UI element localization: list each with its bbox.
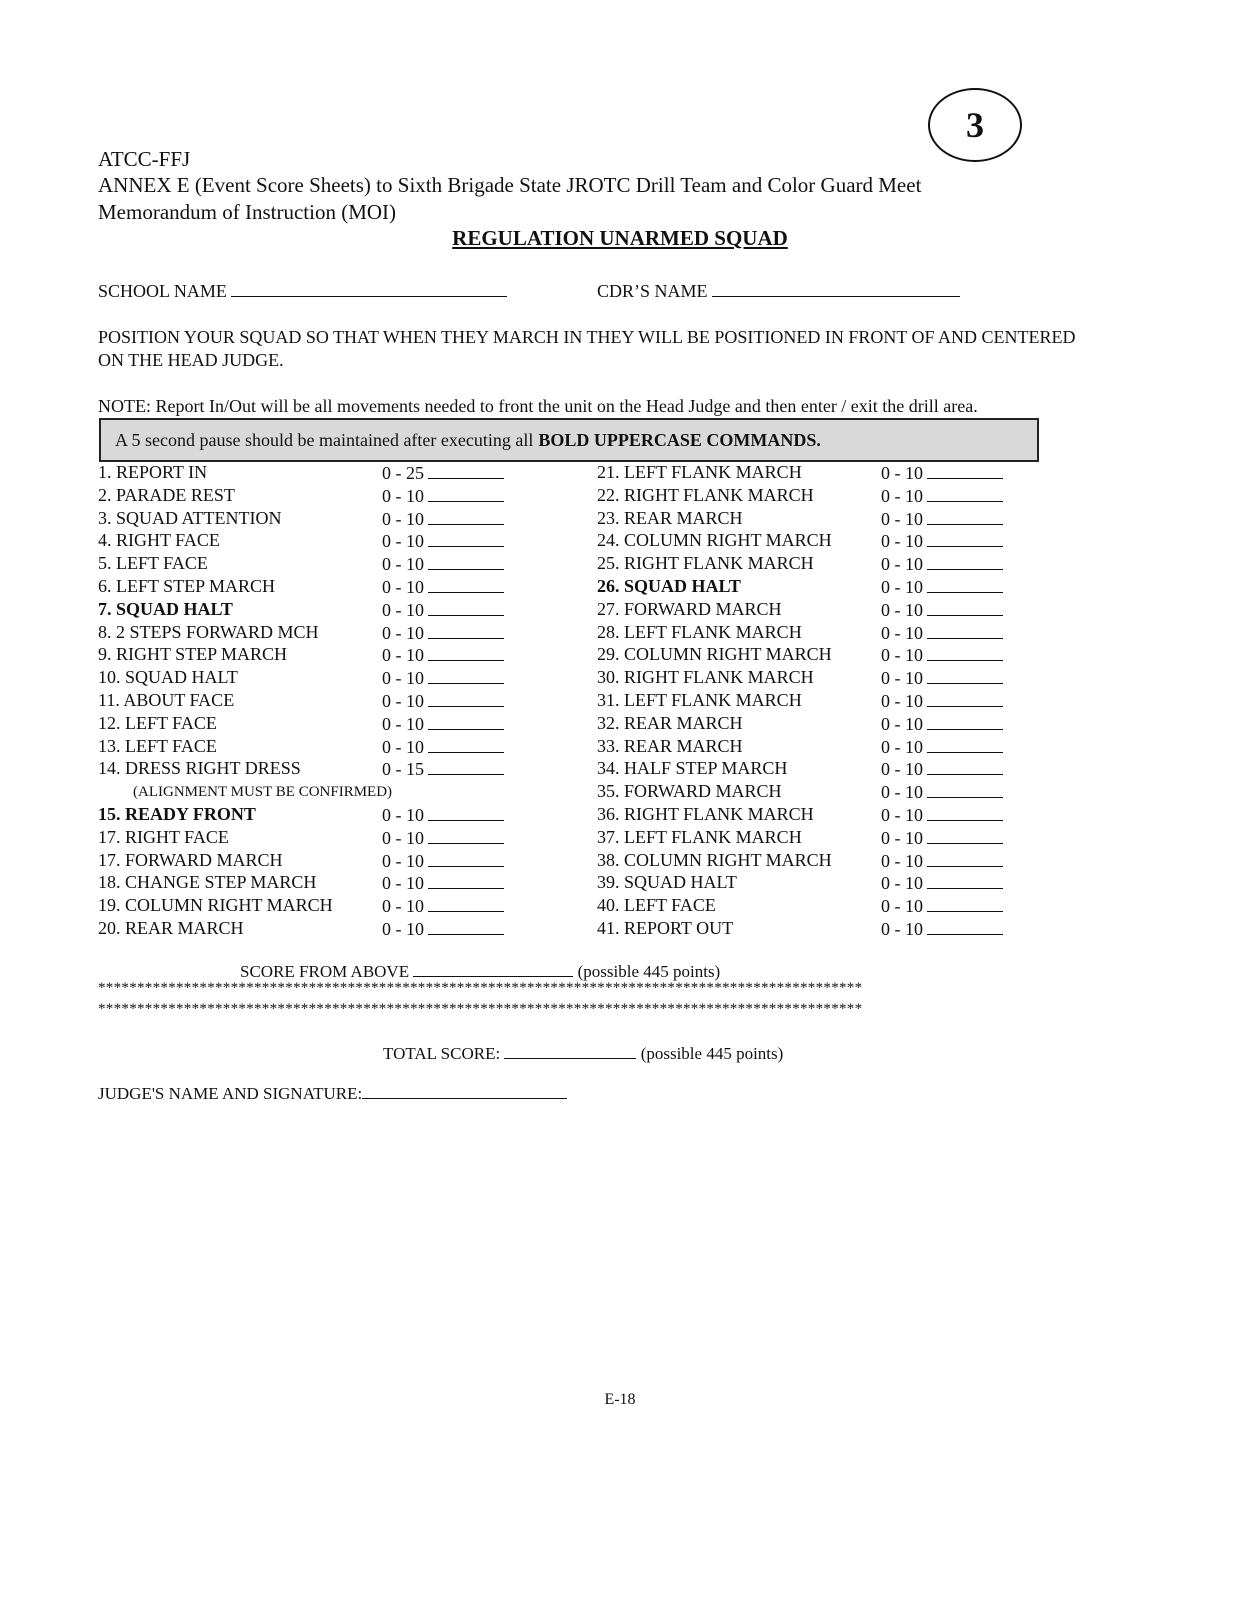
- score-range-text: 0 - 10: [382, 508, 424, 529]
- score-range: [382, 758, 504, 780]
- page-number: 3: [966, 105, 984, 145]
- score-range: [382, 895, 504, 917]
- score-range-text: 0 - 25: [382, 463, 424, 483]
- score-range: [382, 736, 504, 758]
- command-label: 4. RIGHT FACE: [98, 530, 220, 551]
- score-range: [382, 553, 504, 575]
- score-blank[interactable]: [428, 758, 504, 775]
- command-label: 31. LEFT FLANK MARCH: [597, 690, 802, 710]
- score-range-text: 0 - 10: [881, 485, 923, 506]
- score-range: [382, 508, 504, 530]
- separator-line-2: **************************************************************************************************: [98, 1001, 863, 1017]
- score-blank[interactable]: [428, 690, 504, 707]
- score-blank[interactable]: [927, 758, 1003, 775]
- command-label: 17. FORWARD MARCH: [98, 849, 283, 870]
- score-blank[interactable]: [927, 736, 1003, 753]
- score-range: [881, 895, 1003, 917]
- score-blank[interactable]: [428, 576, 504, 593]
- score-range-text: 0 - 10: [382, 805, 424, 825]
- score-blank[interactable]: [428, 622, 504, 639]
- command-label: 24. COLUMN RIGHT MARCH: [597, 530, 832, 551]
- score-range: [382, 690, 504, 712]
- command-label: 40. LEFT FACE: [597, 895, 716, 916]
- score-blank[interactable]: [428, 462, 504, 479]
- score-range-text: 0 - 10: [881, 508, 923, 529]
- score-range: [881, 462, 1003, 484]
- pause-notice-text: A 5 second pause should be maintained after executing all: [115, 429, 534, 450]
- score-range-text: 0 - 10: [382, 873, 424, 894]
- score-blank[interactable]: [927, 713, 1003, 730]
- score-blank[interactable]: [428, 599, 504, 616]
- total-possible: (possible 445 points): [640, 1044, 784, 1063]
- judge-label: JUDGE'S NAME AND SIGNATURE:: [98, 1084, 363, 1103]
- score-range-text: 0 - 10: [382, 668, 424, 689]
- command-label: 20. REAR MARCH: [98, 918, 244, 938]
- score-range: [881, 530, 1003, 552]
- report-note: NOTE: Report In/Out will be all movements needed to front the unit on the Head Judge and then enter / exit the drill area.: [98, 396, 978, 416]
- score-range-text: 0 - 10: [881, 850, 923, 871]
- score-range-text: 0 - 10: [881, 759, 923, 780]
- command-label: 32. REAR MARCH: [597, 712, 743, 733]
- score-blank[interactable]: [927, 872, 1003, 889]
- score-range: [881, 872, 1003, 894]
- score-range: [382, 667, 504, 689]
- score-blank[interactable]: [927, 644, 1003, 661]
- doc-code: ATCC-FFJ: [98, 147, 191, 171]
- score-blank[interactable]: [927, 622, 1003, 639]
- score-range-text: 0 - 10: [382, 691, 424, 711]
- score-blank[interactable]: [428, 530, 504, 547]
- score-blank[interactable]: [428, 918, 504, 935]
- command-label: 28. LEFT FLANK MARCH: [597, 621, 802, 642]
- score-range-text: 0 - 10: [382, 896, 424, 917]
- score-range-text: 0 - 10: [382, 919, 424, 939]
- command-label: 22. RIGHT FLANK MARCH: [597, 484, 814, 505]
- score-range: [881, 736, 1003, 758]
- score-blank[interactable]: [927, 895, 1003, 912]
- score-range: [881, 508, 1003, 530]
- score-range-text: 0 - 10: [881, 896, 923, 917]
- alignment-note: (ALIGNMENT MUST BE CONFIRMED): [133, 784, 393, 800]
- command-label: 6. LEFT STEP MARCH: [98, 576, 276, 596]
- score-range: [382, 622, 504, 644]
- command-label: 26. SQUAD HALT: [597, 576, 741, 596]
- score-blank[interactable]: [927, 850, 1003, 867]
- score-blank[interactable]: [927, 690, 1003, 707]
- total-blank[interactable]: [504, 1042, 636, 1059]
- score-range-text: 0 - 10: [881, 599, 923, 620]
- score-range: [881, 713, 1003, 735]
- score-blank[interactable]: [428, 485, 504, 502]
- command-label: 3. SQUAD ATTENTION: [98, 507, 282, 528]
- score-label: SCORE FROM ABOVE: [240, 962, 410, 981]
- score-range-text: 0 - 10: [382, 713, 424, 734]
- score-range-text: 0 - 10: [881, 531, 923, 552]
- score-blank[interactable]: [428, 872, 504, 889]
- score-range-text: 0 - 10: [881, 577, 923, 597]
- command-label: 1. REPORT IN: [98, 462, 208, 482]
- score-blank[interactable]: [927, 576, 1003, 593]
- score-range: [881, 622, 1003, 644]
- command-label: 25. RIGHT FLANK MARCH: [597, 553, 814, 574]
- command-label: 12. LEFT FACE: [98, 712, 217, 733]
- score-range: [881, 690, 1003, 712]
- score-range-text: 0 - 10: [382, 554, 424, 575]
- score-from-above: [240, 960, 720, 982]
- score-range-text: 0 - 15: [382, 759, 424, 780]
- score-blank[interactable]: [927, 462, 1003, 479]
- moi-line: Memorandum of Instruction (MOI): [98, 200, 397, 224]
- pause-notice-bold: BOLD UPPERCASE COMMANDS.: [538, 429, 821, 450]
- command-label: 23. REAR MARCH: [597, 507, 743, 528]
- command-label: 29. COLUMN RIGHT MARCH: [597, 644, 832, 665]
- score-range: [382, 576, 504, 598]
- command-label: 18. CHANGE STEP MARCH: [98, 872, 317, 893]
- school-name-label: SCHOOL NAME: [98, 281, 227, 301]
- score-range-text: 0 - 10: [382, 850, 424, 871]
- command-label: 15. READY FRONT: [98, 804, 256, 824]
- score-range: [881, 576, 1003, 598]
- command-label: 30. RIGHT FLANK MARCH: [597, 667, 814, 688]
- score-range-text: 0 - 10: [382, 485, 424, 506]
- total-score: [383, 1042, 783, 1064]
- command-label: 36. RIGHT FLANK MARCH: [597, 804, 814, 824]
- positioning-instruction: POSITION YOUR SQUAD SO THAT WHEN THEY MARCH IN THEY WILL BE POSITIONED IN FRONT OF AND CENTERED ON THE HEAD JUDGE.: [98, 327, 1076, 370]
- score-blank[interactable]: [927, 553, 1003, 570]
- command-label: 21. LEFT FLANK MARCH: [597, 462, 802, 482]
- command-label: 7. SQUAD HALT: [98, 598, 233, 619]
- score-blank[interactable]: [428, 895, 504, 912]
- score-range-text: 0 - 10: [881, 713, 923, 734]
- score-blank[interactable]: [428, 804, 504, 821]
- score-blank[interactable]: [428, 644, 504, 661]
- pause-notice-box: [99, 418, 1039, 462]
- score-blank[interactable]: [428, 553, 504, 570]
- score-range: [881, 758, 1003, 780]
- score-range-text: 0 - 10: [881, 919, 923, 939]
- command-label: 33. REAR MARCH: [597, 735, 743, 756]
- score-range-text: 0 - 10: [881, 668, 923, 689]
- score-blank[interactable]: [927, 827, 1003, 844]
- score-range: [881, 553, 1003, 575]
- score-range: [382, 485, 504, 507]
- command-label: 14. DRESS RIGHT DRESS: [98, 758, 301, 779]
- cdr-name-label: CDR’S NAME: [597, 281, 708, 301]
- total-label: TOTAL SCORE:: [383, 1044, 501, 1063]
- command-label: 2. PARADE REST: [98, 484, 235, 505]
- score-blank[interactable]: [927, 781, 1003, 798]
- score-blank[interactable]: [428, 827, 504, 844]
- score-blank[interactable]: [428, 508, 504, 525]
- score-range-text: 0 - 10: [881, 691, 923, 711]
- score-range: [881, 918, 1003, 940]
- score-range-text: 0 - 10: [881, 736, 923, 757]
- score-range: [881, 827, 1003, 849]
- score-range-text: 0 - 10: [382, 622, 424, 643]
- score-range: [881, 781, 1003, 803]
- score-range-text: 0 - 10: [382, 827, 424, 848]
- score-blank[interactable]: [428, 850, 504, 867]
- score-possible: (possible 445 points): [577, 962, 721, 981]
- score-range: [382, 462, 504, 484]
- command-label: 19. COLUMN RIGHT MARCH: [98, 895, 333, 916]
- annex-line: ANNEX E (Event Score Sheets) to Sixth Brigade State JROTC Drill Team and Color Guard Meet: [98, 173, 922, 197]
- command-label: 35. FORWARD MARCH: [597, 781, 782, 802]
- command-label: 10. SQUAD HALT: [98, 667, 238, 688]
- score-range: [382, 827, 504, 849]
- command-label: 13. LEFT FACE: [98, 735, 217, 756]
- score-blank[interactable]: [927, 599, 1003, 616]
- score-range-text: 0 - 10: [881, 827, 923, 848]
- page-number-badge: [928, 88, 1022, 162]
- score-blank[interactable]: [413, 960, 573, 977]
- score-blank[interactable]: [428, 667, 504, 684]
- score-range: [382, 713, 504, 735]
- score-range: [382, 850, 504, 872]
- command-label: 5. LEFT FACE: [98, 553, 208, 574]
- page-title: REGULATION UNARMED SQUAD: [452, 226, 788, 250]
- score-blank[interactable]: [927, 667, 1003, 684]
- score-range-text: 0 - 10: [881, 873, 923, 894]
- score-range-text: 0 - 10: [881, 782, 923, 803]
- command-label: 41. REPORT OUT: [597, 918, 734, 938]
- score-range-text: 0 - 10: [382, 736, 424, 757]
- command-label: 39. SQUAD HALT: [597, 872, 737, 893]
- command-label: 37. LEFT FLANK MARCH: [597, 826, 802, 847]
- score-range: [382, 599, 504, 621]
- separator-line-1: **************************************************************************************************: [98, 980, 863, 996]
- command-label: 17. RIGHT FACE: [98, 826, 229, 847]
- score-range: [881, 485, 1003, 507]
- command-label: 11. ABOUT FACE: [98, 690, 235, 710]
- command-label: 27. FORWARD MARCH: [597, 598, 782, 619]
- score-range-text: 0 - 10: [881, 463, 923, 483]
- score-blank[interactable]: [927, 508, 1003, 525]
- score-range-text: 0 - 10: [382, 599, 424, 620]
- score-range: [881, 644, 1003, 666]
- score-range: [382, 872, 504, 894]
- score-blank[interactable]: [927, 530, 1003, 547]
- score-blank[interactable]: [927, 485, 1003, 502]
- score-range: [382, 804, 504, 826]
- command-label: 8. 2 STEPS FORWARD MCH: [98, 621, 319, 642]
- score-range: [881, 599, 1003, 621]
- score-range-text: 0 - 10: [881, 622, 923, 643]
- score-range: [382, 918, 504, 940]
- score-range: [382, 644, 504, 666]
- judge-blank[interactable]: [362, 1082, 567, 1099]
- score-blank[interactable]: [428, 736, 504, 753]
- score-range-text: 0 - 10: [881, 554, 923, 575]
- score-blank[interactable]: [927, 804, 1003, 821]
- score-range: [382, 530, 504, 552]
- judge-signature: [98, 1082, 567, 1104]
- score-range-text: 0 - 10: [382, 531, 424, 552]
- score-range: [881, 850, 1003, 872]
- school-name-blank[interactable]: [231, 280, 507, 297]
- score-range-text: 0 - 10: [881, 805, 923, 825]
- score-range-text: 0 - 10: [382, 645, 424, 666]
- command-label: 34. HALF STEP MARCH: [597, 758, 788, 779]
- school-name-field[interactable]: [98, 280, 507, 302]
- score-range-text: 0 - 10: [382, 577, 424, 597]
- score-blank[interactable]: [927, 918, 1003, 935]
- cdr-name-blank[interactable]: [712, 280, 960, 297]
- command-label: 38. COLUMN RIGHT MARCH: [597, 849, 832, 870]
- score-range: [881, 804, 1003, 826]
- score-blank[interactable]: [428, 713, 504, 730]
- command-label: 9. RIGHT STEP MARCH: [98, 644, 288, 665]
- cdr-name-field[interactable]: [597, 280, 960, 302]
- score-range-text: 0 - 10: [881, 645, 923, 666]
- score-range: [881, 667, 1003, 689]
- page-footer: E-18: [604, 1391, 636, 1408]
